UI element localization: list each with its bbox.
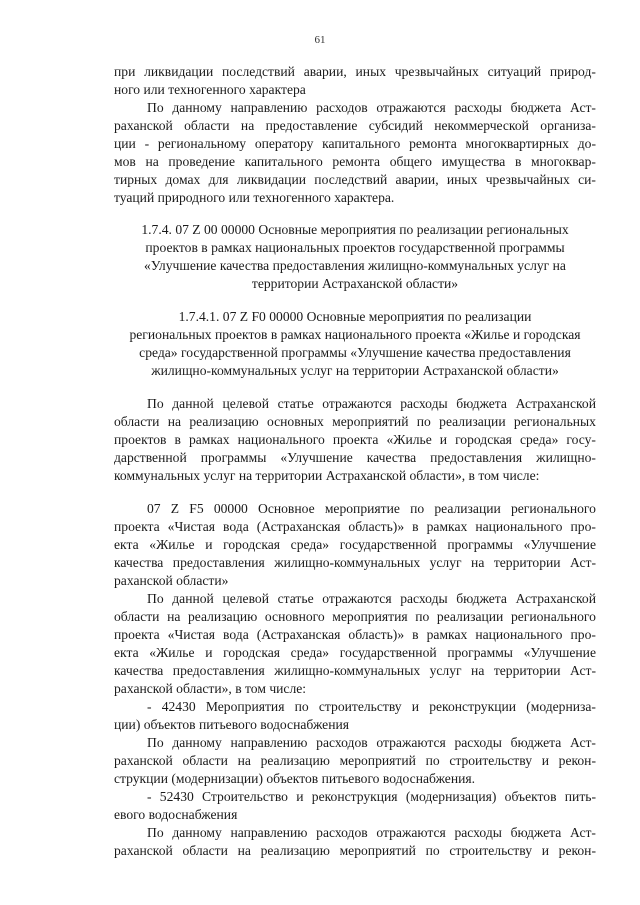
- text-line: туаций природного или техногенного характера.: [114, 190, 395, 205]
- subsection-heading-line: жилищно-коммунальных услуг на территории Астраханской области»: [151, 363, 559, 378]
- text-line: екта «Жилье и городская среда» государственной программы «Улучшение: [114, 645, 596, 660]
- text-line: проектов в рамках национального проекта «Жилье и городская среда» госу-: [114, 432, 596, 447]
- subsection-heading-line: среда» государственной программы «Улучшение качества предоставления: [139, 345, 571, 360]
- text-line: тирных домах для ликвидации последствий аварии, иных чрезвычайных си-: [114, 172, 596, 187]
- text-line: области на реализацию основных мероприятий по реализации региональных: [114, 414, 596, 429]
- text-line: раханской области»: [114, 573, 229, 588]
- section-heading-line: «Улучшение качества предоставления жилищно-коммунальных услуг на: [144, 258, 566, 273]
- section-heading-line: территории Астраханской области»: [251, 276, 459, 291]
- text-line: раханской области на реализацию мероприятий по строительству и рекон-: [114, 753, 596, 768]
- text-line: 07 Z F5 00000 Основное мероприятие по реализации регионального: [147, 501, 596, 516]
- text-line: коммунальных услуг на территории Астраханской области», в том числе:: [114, 468, 540, 483]
- text-line: ции - региональному оператору капитального ремонта многоквартирных до-: [114, 136, 596, 151]
- text-line: По данному направлению расходов отражаются расходы бюджета Аст-: [147, 825, 596, 840]
- text-line: екта «Жилье и городская среда» государственной программы «Улучшение: [114, 537, 596, 552]
- section-heading-line: 1.7.4. 07 Z 00 00000 Основные мероприятия по реализации региональных: [141, 222, 569, 237]
- text-line: качества предоставления жилищно-коммунальных услуг на территории Аст-: [114, 555, 596, 570]
- text-line: области на реализацию основного мероприятия по реализации регионального: [114, 609, 596, 624]
- text-line: ции) объектов питьевого водоснабжения: [114, 717, 350, 732]
- text-line: По данной целевой статье отражаются расходы бюджета Астраханской: [147, 396, 596, 411]
- text-line: По данному направлению расходов отражаются расходы бюджета Аст-: [147, 100, 596, 115]
- text-line: раханской области на реализацию мероприятий по строительству и рекон-: [114, 843, 596, 858]
- text-line: при ликвидации последствий аварии, иных чрезвычайных ситуаций природ-: [114, 64, 596, 79]
- text-line: качества предоставления жилищно-коммунальных услуг на территории Аст-: [114, 663, 596, 678]
- text-line: - 52430 Строительство и реконструкция (модернизация) объектов пить-: [147, 789, 596, 804]
- section-heading-line: проектов в рамках национальных проектов государственной программы: [145, 240, 565, 255]
- text-line: евого водоснабжения: [114, 807, 238, 822]
- text-line: - 42430 Мероприятия по строительству и реконструкции (модерниза-: [147, 699, 596, 714]
- text-line: По данному направлению расходов отражаются расходы бюджета Аст-: [147, 735, 596, 750]
- text-line: ного или техногенного характера: [114, 82, 306, 97]
- text-line: По данной целевой статье отражаются расходы бюджета Астраханской: [147, 591, 596, 606]
- page-number: 61: [314, 34, 326, 46]
- text-line: раханской области на предоставление субсидий некоммерческой организа-: [114, 118, 596, 133]
- subsection-heading-line: региональных проектов в рамках национального проекта «Жилье и городская: [129, 327, 581, 342]
- text-line: проекта «Чистая вода (Астраханская область)» в рамках национального про-: [114, 519, 596, 534]
- text-line: раханской области», в том числе:: [114, 681, 307, 696]
- text-line: струкции (модернизации) объектов питьевого водоснабжения.: [114, 771, 476, 786]
- text-line: проекта «Чистая вода (Астраханская область)» в рамках национального про-: [114, 627, 596, 642]
- text-line: мов на проведение капитального ремонта общего имущества в многоквар-: [114, 154, 596, 169]
- text-line: дарственной программы «Улучшение качества предоставления жилищно-: [114, 450, 596, 465]
- subsection-heading-line: 1.7.4.1. 07 Z F0 00000 Основные мероприятия по реализации: [178, 309, 532, 324]
